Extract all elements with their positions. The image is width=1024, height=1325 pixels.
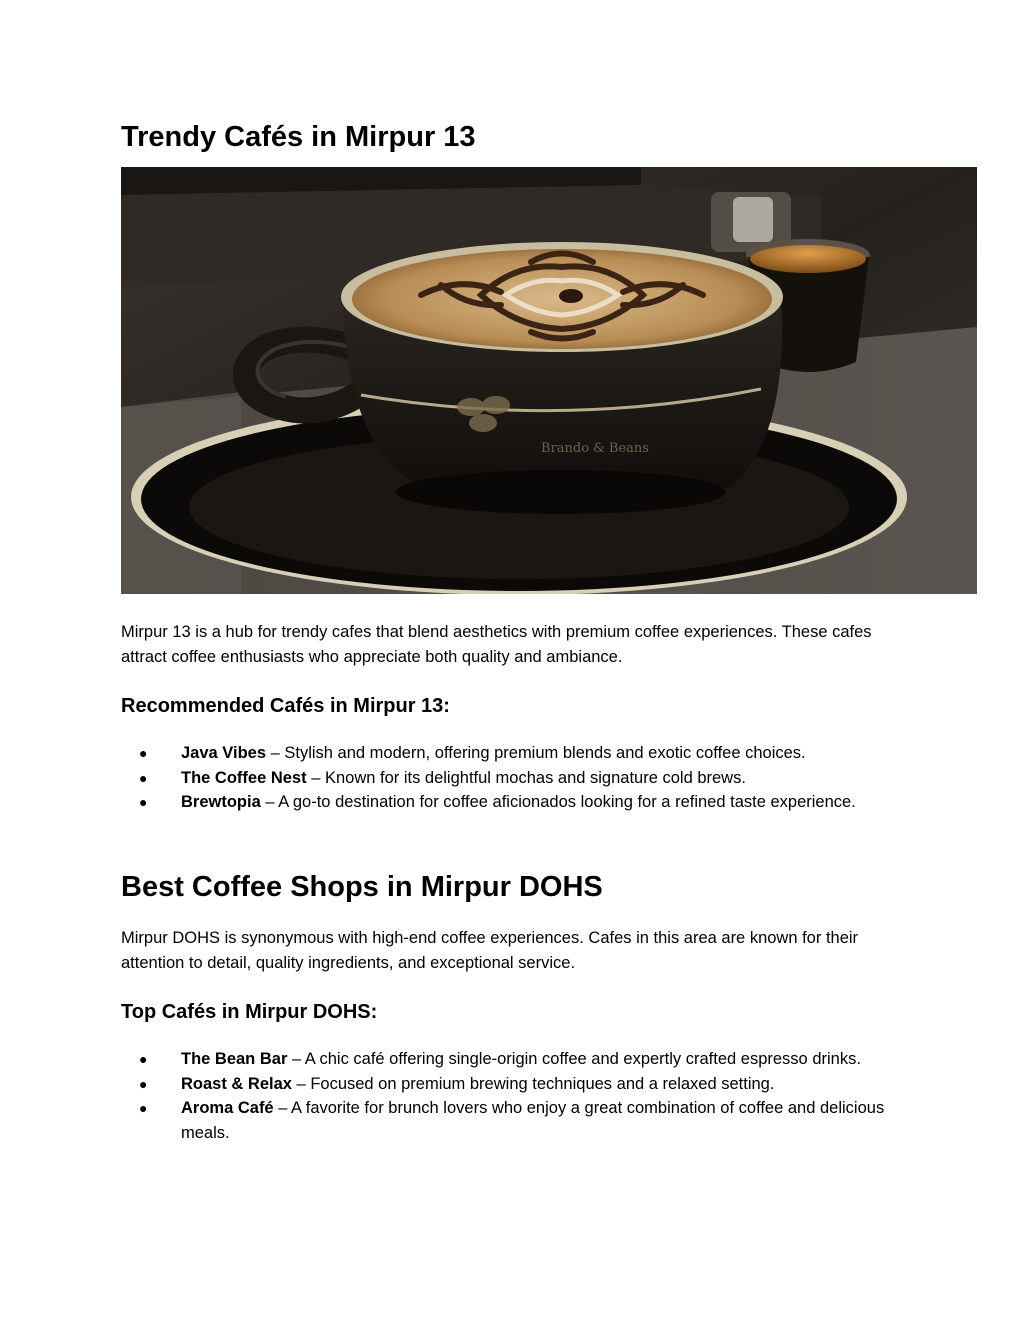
cafe-name: The Coffee Nest [181,768,307,787]
cafe-description: – A chic café offering single-origin coffee and expertly crafted espresso drinks. [287,1050,861,1068]
bullet-icon: ● [139,1100,148,1116]
list-item [121,790,901,815]
list-item [121,766,901,791]
cafe-description: – Known for its delightful mochas and signature cold brews. [306,768,746,787]
cafe-description: – A favorite for brunch lovers who enjoy a great combination of coffee and delicious meals. [181,1099,885,1142]
list-item [121,1047,901,1072]
section2-subheading: Top Cafés in Mirpur DOHS: [121,1001,378,1023]
cafe-description: – Stylish and modern, offering premium blends and exotic coffee choices. [266,744,806,762]
cafe-name: The Bean Bar [181,1050,288,1068]
cafe-description: – Focused on premium brewing techniques and a relaxed setting. [291,1074,775,1093]
section2-paragraph: Mirpur DOHS is synonymous with high-end coffee experiences. Cafes in this area are known for their attention to detail, quality ingredients, and exceptional service. [121,929,859,972]
section2-title: Best Coffee Shops in Mirpur DOHS [121,871,603,903]
bullet-icon: ● [139,794,148,810]
cafe-name: Brewtopia [181,793,261,811]
list-item [121,1072,901,1097]
bullet-icon: ● [139,769,148,786]
section1-title: Trendy Cafés in Mirpur 13 [121,121,476,153]
cafe-name: Aroma Café [181,1099,274,1117]
cafe-description: – A go-to destination for coffee aficionados looking for a refined taste experience. [260,793,856,811]
section2-cafe-list [121,1047,901,1145]
section1-paragraph: Mirpur 13 is a hub for trendy cafes that blend aesthetics with premium coffee experiences. These cafes attract coffee enthusiasts who appreciate both quality and ambiance. [121,623,872,666]
cafe-name: Roast & Relax [181,1074,292,1093]
coffee-cup-photo [121,167,977,594]
cafe-name: Java Vibes [181,744,267,762]
latte-art-image [121,167,977,594]
bullet-icon: ● [139,1051,148,1067]
bullet-icon: ● [139,745,148,761]
section1-cafe-list [121,741,901,815]
cup-logo-text: Brando & Beans [541,441,649,456]
list-item [121,741,901,766]
section1-subheading: Recommended Cafés in Mirpur 13: [121,695,450,717]
list-item [121,1096,901,1145]
bullet-icon: ● [139,1075,148,1092]
